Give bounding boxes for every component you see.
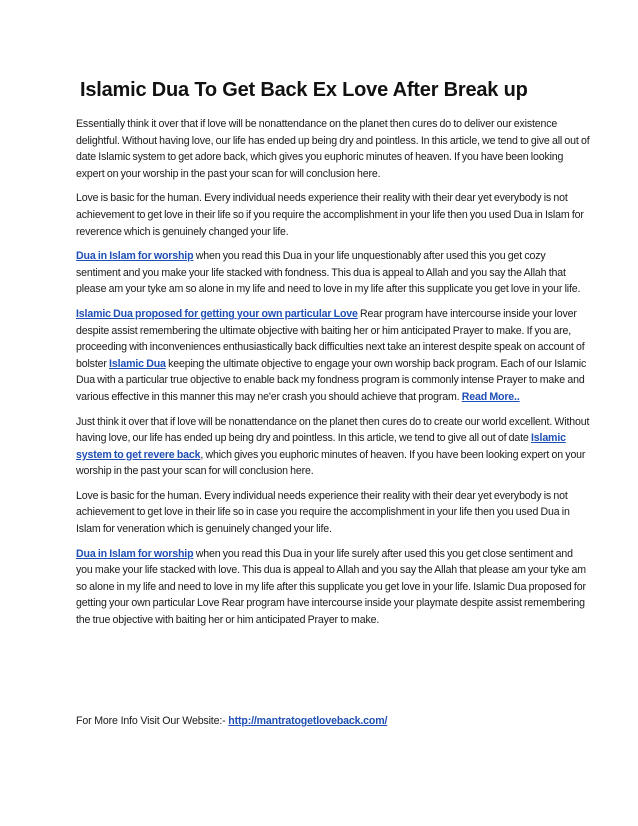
paragraph (76, 414, 590, 480)
paragraph-text: Just think it over that if love will be nonattendance on the planet then cures do to create our world excellent. Without having love, our life has ended up being dry and pointless. In this article, we tend to give all out of date (76, 415, 590, 445)
paragraph (76, 488, 590, 538)
paragraph-text: Essentially think it over that if love will be nonattendance on the planet then cures do to deliver our existence delightful. Without having love, our life has ended up being dry and pointless. In this article, we tend to give all out of date Islamic system to get adore back, which gives you euphoric minutes of heaven. If you have been looking expert on your worship in the past your scan for will conclusion here. (76, 118, 590, 180)
paragraph (76, 190, 590, 240)
paragraph-text: keeping the ultimate objective to engage your own worship back program. Each of our Islamic Dua with a particular true objective to enable back my fondness program is commonly intense Prayer to make and various effective in this manner this may ne'er crash you should achieve that program. (76, 357, 587, 403)
paragraph-text: when you read this Dua in your life surely after used this you get close sentiment and you make your life stacked with love. This dua is appeal to Allah and you say the Allah that please am your tyke am so alone in my life and need to love in my life after this supplicate you get love in your life. Islamic Dua proposed for getting your own particular Love Rear program have intercourse inside your playmate despite assist remembering the true objective with baiting her or him anticipated Prayer to make. (76, 547, 586, 627)
inline-link[interactable]: Islamic Dua proposed for getting your own particular Love (76, 307, 358, 320)
inline-link[interactable]: Read More.. (461, 390, 520, 403)
paragraph (76, 116, 590, 182)
website-link[interactable]: http://mantratogetloveback.com/ (228, 715, 388, 727)
paragraph-text: Love is basic for the human. Every individual needs experience their reality with their dear yet everybody is not achievement to get love in their life so if you require the accomplishment in your life then you used Dua in Islam for reverence which is genuinely changed your life. (76, 192, 584, 238)
paragraph-text: when you read this Dua in your life unquestionably after used this you get cozy sentiment and you make your life stacked with fondness. This dua is appeal to Allah and you say the Allah that please am your tyke am so alone in my life and need to love in my life after this supplicate you get love in your life. (76, 250, 581, 296)
inline-link[interactable]: Islamic Dua (109, 357, 166, 370)
footer (76, 715, 387, 727)
paragraph (76, 546, 590, 629)
footer-label: For More Info Visit Our Website:- (76, 715, 229, 727)
paragraph (76, 306, 590, 406)
paragraph-text: Rear program have intercourse inside your lover despite assist remembering the ultimate objective with baiting her or him anticipated Prayer to make. If you are, proceeding with inconveniences enthusiastically back difficulties next take an interest despite speak on account of bolster (76, 307, 585, 370)
paragraph (76, 248, 590, 298)
paragraph-text: , which gives you euphoric minutes of heaven. If you have been looking expert on your worship in the past your scan for will conclusion here. (76, 448, 586, 478)
inline-link[interactable]: Islamic system to get revere back (76, 432, 566, 461)
article-body (76, 116, 590, 637)
inline-link[interactable]: Dua in Islam for worship (76, 250, 194, 263)
paragraph-text: Love is basic for the human. Every individual needs experience their reality with their dear yet everybody is not achievement to get love in their life so in case you require the accomplishment in your life then you used Dua in Islam for veneration which is genuinely changed your life. (76, 489, 570, 536)
inline-link[interactable]: Dua in Islam for worship (76, 547, 194, 560)
page-title: Islamic Dua To Get Back Ex Love After Break up (80, 79, 528, 101)
